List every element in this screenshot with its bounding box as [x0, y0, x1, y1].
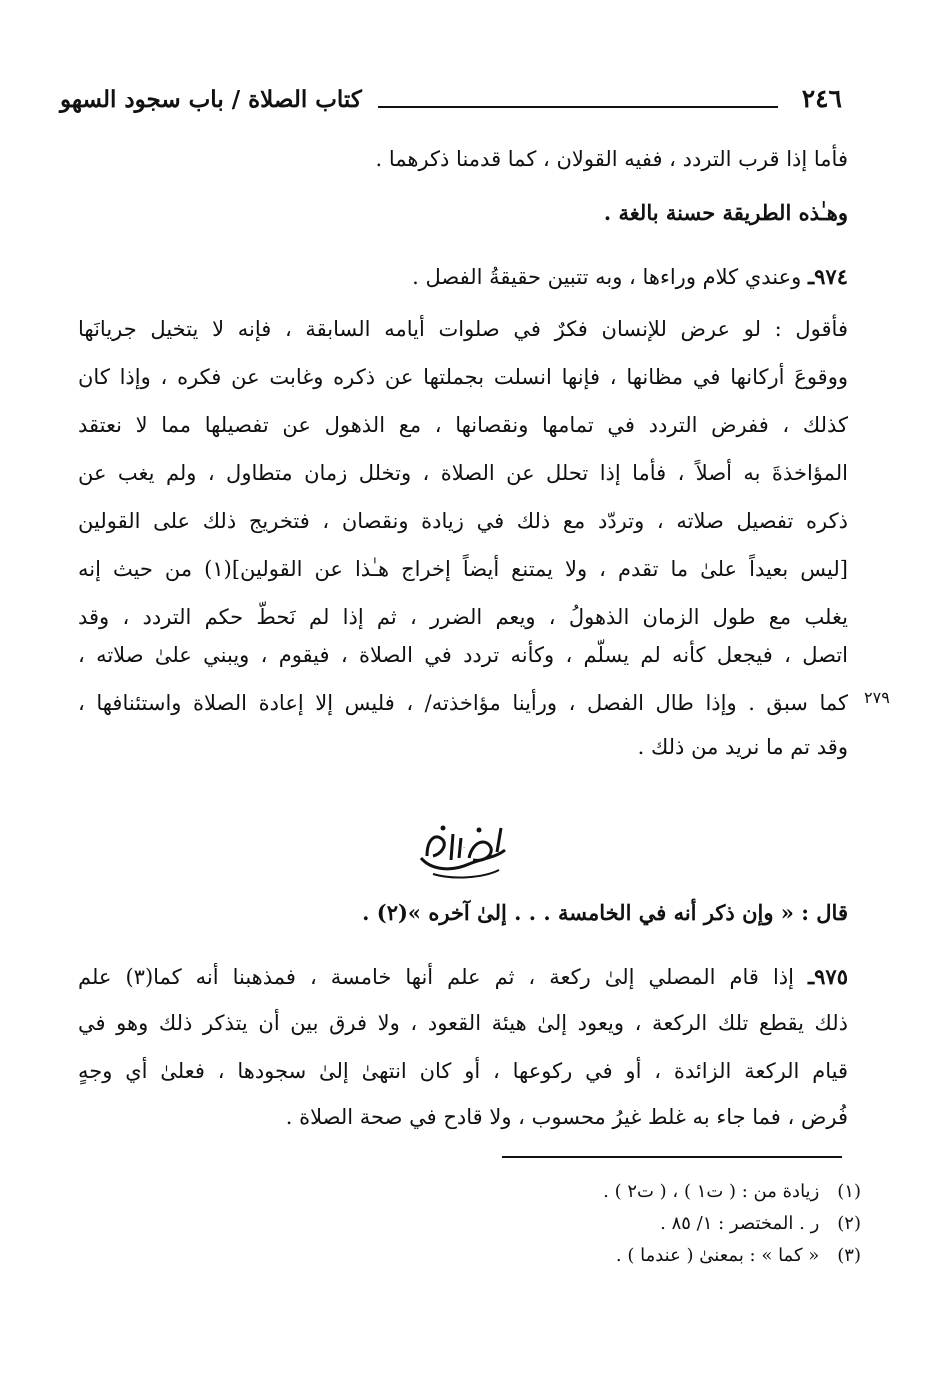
footnote-item — [660, 1211, 861, 1237]
paragraph-974 — [412, 262, 848, 292]
footnote-number: (٢) — [837, 1213, 861, 1234]
body-line: [ليس بعيداً علىٰ ما تقدم ، ولا يمتنع أيضاً إخراج هـٰذا عن القولين](١) من حيث إنه — [78, 557, 848, 581]
footnote-text: « كما » : بمعنىٰ ( عندما ) . — [615, 1245, 820, 1266]
footnote-number: (١) — [837, 1181, 861, 1202]
paragraph-number: ٩٧٤ـ — [808, 264, 848, 289]
body-line: ذلك يقطع تلك الركعة ، ويعود إلىٰ هيئة القعود ، ولا فرق بين أن يتذكر ذلك وهو في — [78, 1011, 848, 1035]
footnote-rule — [502, 1156, 842, 1158]
body-line-bold: وهـٰذه الطريقة حسنة بالغة . — [603, 200, 848, 225]
body-line: المؤاخذةَ به أصلاً ، فأما إذا تحلل عن الصلاة ، وتخلل زمان متطاول ، ولم يغب عن — [78, 461, 848, 485]
paragraph-975-first-line — [78, 962, 848, 992]
page-number: ٢٤٦ — [801, 84, 842, 113]
body-line: يغلب مع طول الزمان الذهولُ ، ويعم الضرر ، ثم إذا لم نَحطّ حكم التردد ، وقد — [78, 605, 848, 629]
qala-line — [362, 898, 848, 928]
paragraph-text: إذا قام المصلي إلىٰ ركعة ، ثم علم أنها خامسة ، فمذهبنا أنه كما(٣) علم — [78, 965, 794, 989]
footnote-text: ر . المختصر : ١/ ٨٥ . — [660, 1213, 820, 1234]
body-line: ووقوعَ أركانها في مظانها ، فإنها انسلت بجملتها عن ذكره وغابت عن فكره ، وإذا كان — [78, 365, 848, 389]
body-line: قيام الركعة الزائدة ، أو في ركوعها ، أو كان انتهىٰ إلىٰ سجودها ، فعلىٰ أي وجهٍ — [78, 1059, 848, 1083]
section-heading-calligraphy — [413, 818, 513, 882]
footnote-number: (٣) — [837, 1245, 861, 1266]
margin-page-reference: ٢٧٩ — [864, 688, 890, 707]
qala-label: قال : — [801, 900, 848, 925]
body-line: ذكره تفصيل صلاته ، وتردّد مع ذلك في زيادة ونقصان ، فتخريج ذلك على القولين — [78, 509, 848, 533]
body-line: وقد تم ما نريد من ذلك . — [637, 735, 848, 759]
qala-quote: « وإن ذكر أنه في الخامسة . . . إلىٰ آخره »(٢) . — [362, 900, 794, 925]
page-header — [60, 84, 842, 124]
body-line: اتصل ، فيجعل كأنه لم يسلّم ، وكأنه تردد في الصلاة ، فيقوم ، ويبني علىٰ صلاته ، — [78, 643, 848, 667]
header-rule — [378, 106, 778, 108]
running-title: كتاب الصلاة / باب سجود السهو — [60, 86, 362, 113]
section-heading-text: فَصْلٌ — [463, 848, 466, 849]
footnote-item — [603, 1179, 861, 1205]
body-line: كذلك ، ففرض التردد في تمامها ونقصانها ، مع الذهول عن تفصيلها مما لا نعتقد — [78, 413, 848, 437]
paragraph-number: ٩٧٥ـ — [808, 964, 848, 989]
body-line: فأما إذا قرب التردد ، ففيه القولان ، كما قدمنا ذكرهما . — [375, 147, 848, 171]
body-line: فُرض ، فما جاء به غلط غيرُ محسوب ، ولا قادح في صحة الصلاة . — [285, 1105, 848, 1129]
body-line: فأقول : لو عرض للإنسان فكرٌ في صلوات أيامه السابقة ، فإنه لا يتخيل جريانَها — [78, 317, 848, 341]
footnote-item — [616, 1243, 861, 1269]
paragraph-text: وعندي كلام وراءها ، وبه تتبين حقيقةُ الفصل . — [412, 265, 802, 289]
footnote-text: زيادة من : ( ت١ ) ، ( ت٢ ) . — [603, 1181, 820, 1202]
body-line: كما سبق . وإذا طال الفصل ، ورأينا مؤاخذته/ ، فليس إلا إعادة الصلاة واستئنافها ، — [78, 691, 848, 715]
